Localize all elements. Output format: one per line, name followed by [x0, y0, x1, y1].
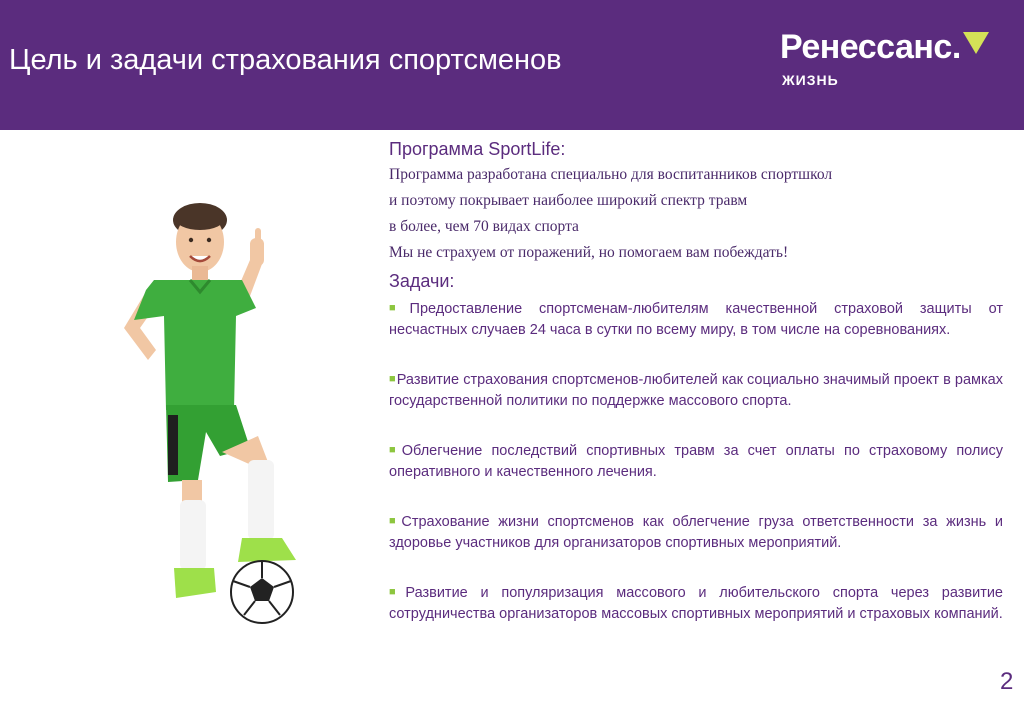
task-item	[389, 369, 1003, 412]
program-line: и поэтому покрывает наиболее широкий спектр травм	[389, 192, 748, 209]
tasks-title: Задачи:	[389, 271, 455, 291]
task-text: Развитие и популяризация массового и любительского спорта через развитие сотрудничества организаторов массовых спортивных мероприятий и страховых компаний.	[389, 585, 1003, 622]
task-item	[389, 298, 1003, 341]
content-block	[389, 136, 1003, 625]
program-title: Программа SportLife:	[389, 139, 566, 159]
task-item	[389, 440, 1003, 483]
task-text: Страхование жизни спортсменов как облегчение груза ответственности за жизнь и здоровье участников для организаторов спортивных мероприятий.	[389, 514, 1003, 551]
header-bar	[0, 0, 1024, 130]
task-text: Облегчение последствий спортивных травм за счет оплаты по страховому полису оперативного и качественного лечения.	[389, 443, 1003, 480]
bullet-icon: ■	[389, 302, 409, 314]
logo-name: Ренессанс.	[780, 28, 961, 66]
boy-football-player-image	[110, 200, 310, 625]
task-text: Предоставление спортсменам-любителям качественной страховой защиты от несчастных случаев 24 часа в сутки по всему миру, в том числе на соревнованиях.	[389, 301, 1003, 338]
page-number: 2	[1000, 668, 1014, 695]
program-line: Программа разработана специально для воспитанников спортшкол	[389, 166, 833, 183]
program-line: в более, чем 70 видах спорта	[389, 218, 579, 235]
page-title: Цель и задачи страхования спортсменов	[9, 44, 562, 76]
task-item	[389, 582, 1003, 625]
bullet-icon: ■	[389, 515, 401, 527]
program-slogan: Мы не страхуем от поражений, но помогаем вам побеждать!	[389, 244, 789, 261]
bullet-icon: ■	[389, 586, 405, 598]
logo-triangle-icon	[963, 32, 989, 54]
task-text: Развитие страхования спортсменов-любителей как социально значимый проект в рамках государственной политики по поддержке массового спорта.	[389, 372, 1003, 409]
task-item	[389, 511, 1003, 554]
bullet-icon: ■	[389, 373, 396, 385]
bullet-icon: ■	[389, 444, 401, 456]
logo-subtitle: ЖИЗНЬ	[782, 72, 839, 88]
renaissance-logo	[780, 28, 1010, 98]
